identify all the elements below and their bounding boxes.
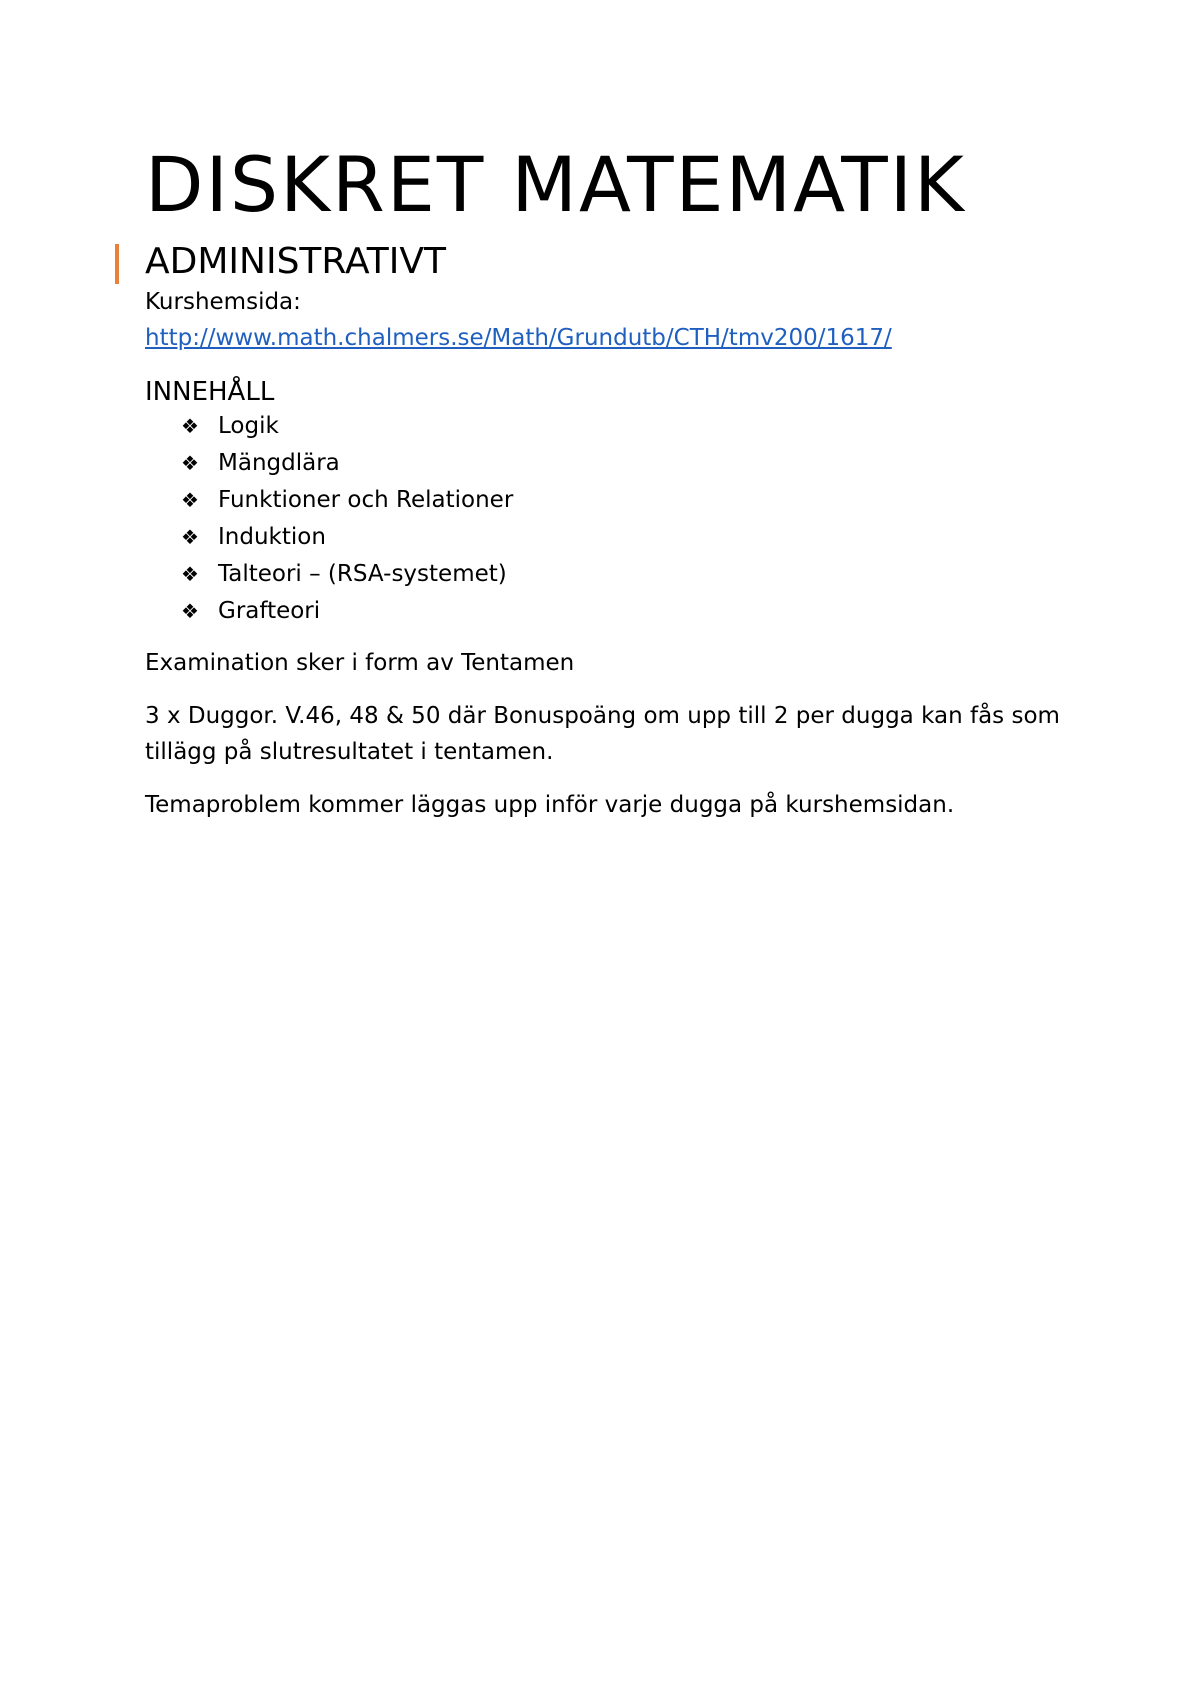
list-item [181, 445, 1065, 482]
diamond-bullet-icon: ❖ [181, 488, 199, 512]
list-item [181, 408, 1065, 445]
document-content [145, 140, 1065, 823]
list-item [181, 482, 1065, 519]
diamond-bullet-icon: ❖ [181, 599, 199, 623]
contents-heading: INNEHÅLL [145, 377, 275, 407]
section-heading-text: ADMINISTRATIVT [145, 241, 447, 282]
list-item-text: Mängdlära [218, 450, 340, 476]
theme-problem-paragraph: Temaproblem kommer läggas upp inför varje dugga på kurshemsidan. [145, 792, 955, 818]
diamond-bullet-icon: ❖ [181, 451, 199, 475]
list-item [181, 593, 1065, 630]
list-item [181, 556, 1065, 593]
course-page-label: Kurshemsida: [145, 289, 301, 315]
list-item-text: Talteori – (RSA-systemet) [218, 561, 507, 587]
heading-accent-bar [115, 244, 119, 284]
document-title: DISKRET MATEMATIK [145, 140, 966, 229]
list-item [181, 519, 1065, 556]
examination-paragraph: Examination sker i form av Tentamen [145, 650, 575, 676]
list-item-text: Induktion [218, 524, 326, 550]
list-item-text: Funktioner och Relationer [218, 487, 514, 513]
list-item-text: Logik [218, 413, 279, 439]
quiz-paragraph: 3 x Duggor. V.46, 48 & 50 där Bonuspoäng om upp till 2 per dugga kan fås som tillägg på slutresultatet i tentamen. [145, 703, 1060, 765]
course-page-link[interactable]: http://www.math.chalmers.se/Math/Grundutb/CTH/tmv200/1617/ [145, 325, 892, 351]
contents-list [145, 408, 1065, 630]
list-item-text: Grafteori [218, 598, 321, 624]
diamond-bullet-icon: ❖ [181, 525, 199, 549]
diamond-bullet-icon: ❖ [181, 414, 199, 438]
diamond-bullet-icon: ❖ [181, 562, 199, 586]
section-heading [145, 240, 1065, 284]
